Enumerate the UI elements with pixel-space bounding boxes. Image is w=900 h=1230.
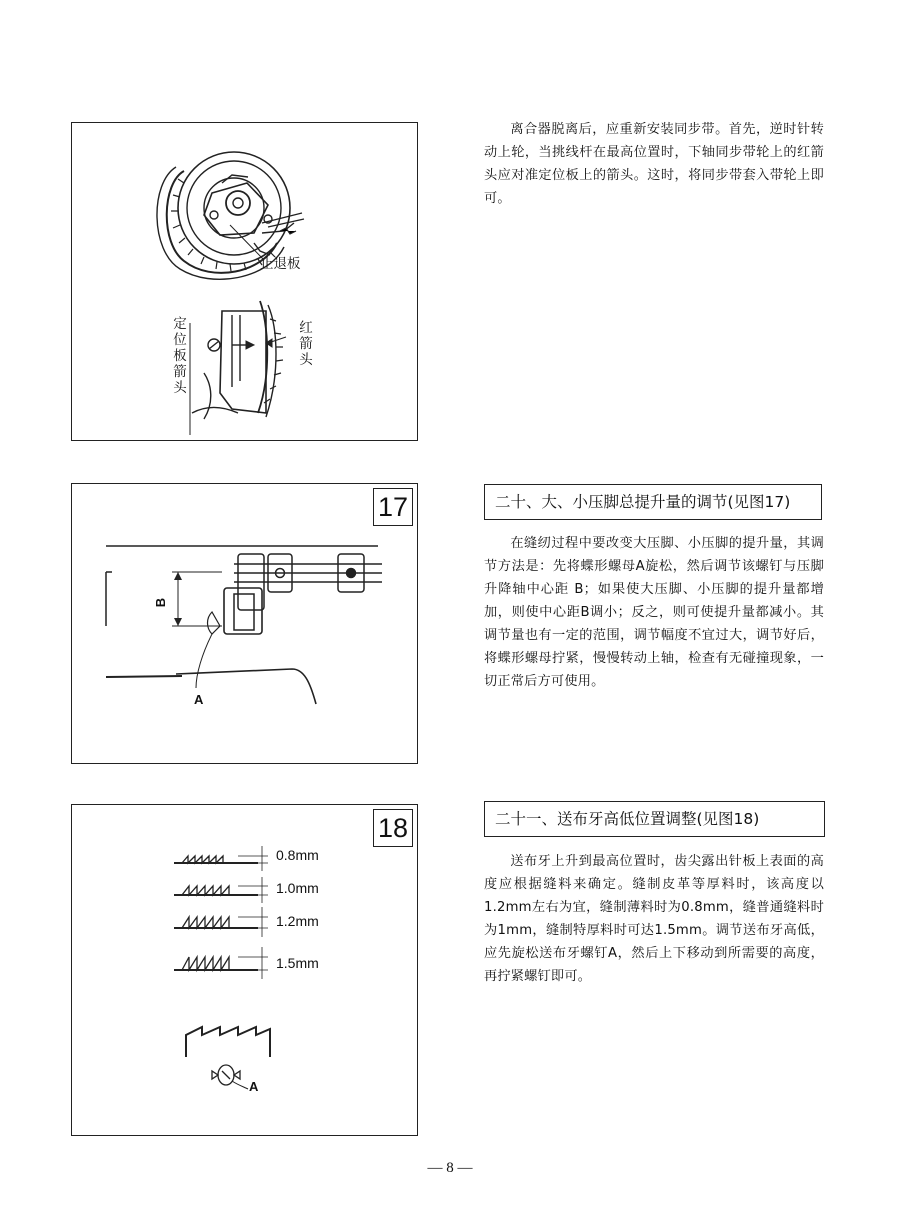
feed-dog-screw-A-label: A: [249, 1079, 259, 1094]
sync-belt-paragraph: [484, 118, 824, 210]
sync-belt-illustration: [72, 123, 417, 440]
red-arrow-label: 红箭头: [299, 320, 313, 368]
height-label-1-0mm: 1.0mm: [276, 880, 319, 896]
locating-plate-arrow-label: 定位板箭头: [173, 316, 187, 396]
wing-nut-A-label: A: [194, 692, 204, 707]
section-21-paragraph: [484, 850, 824, 988]
figure-clutch-sync-belt: [71, 122, 418, 441]
presser-lift-illustration: [72, 484, 417, 763]
figure-number-18: 18: [373, 809, 413, 847]
height-label-0-8mm: 0.8mm: [276, 847, 319, 863]
height-label-1-5mm: 1.5mm: [276, 955, 319, 971]
height-label-1-2mm: 1.2mm: [276, 913, 319, 929]
figure-18-feed-dog-height: [71, 804, 418, 1136]
sync-belt-text: 离合器脱离后，应重新安装同步带。首先，逆时针转动上轮，当挑线杆在最高位置时，下轴同步带轮上的红箭头应对准定位板上的箭头。这时，将同步带套入带轮上即可。: [484, 122, 824, 206]
figure-number-17: 17: [373, 488, 413, 526]
page-number: — 8 —: [427, 1160, 473, 1176]
section-20-text: 在缝纫过程中要改变大压脚、小压脚的提升量，其调节方法是：先将蝶形螺母A旋松，然后调节该螺钉与压脚升降轴中心距 B；如果使大压脚、小压脚的提升量都增加，则使中心距B调小；反之，则可使提升量都减小。其调节量也有一定的范围，调节幅度不宜过大，调节好后，将蝶形螺母拧紧，慢慢转动上轴，检查有无碰撞现象，一切正常后方可使用。: [484, 536, 824, 689]
stop-plate-label: 止退板: [260, 256, 301, 272]
section-20-heading: 二十、大、小压脚总提升量的调节(见图17): [484, 484, 822, 520]
section-20-paragraph: [484, 532, 824, 693]
section-21-text: 送布牙上升到最高位置时，齿尖露出针板上表面的高度应根据缝料来确定。缝制皮革等厚料时，该高度以1.2mm左右为宜，缝制薄料时为0.8mm，缝普通缝料时为1mm，缝制特厚料时可达1.5mm。调节送布牙高低，应先旋松送布牙螺钉A，然后上下移动到所需要的高度，再拧紧螺钉即可。: [484, 854, 824, 984]
section-21-heading: 二十一、送布牙高低位置调整(见图18): [484, 801, 825, 837]
figure-17-presser-lift: [71, 483, 418, 764]
feed-dog-height-illustration: [72, 805, 417, 1135]
dimension-B-label: B: [153, 597, 169, 608]
